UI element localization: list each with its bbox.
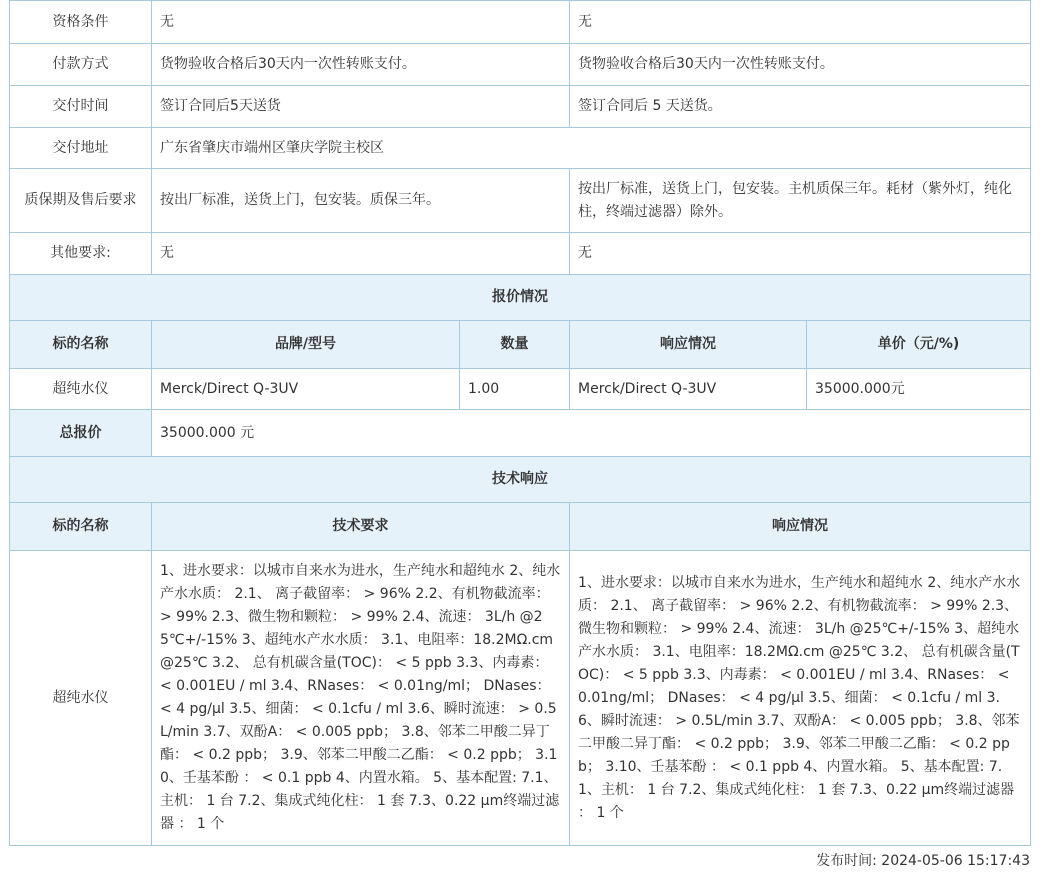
total-label: 总报价 xyxy=(10,410,152,457)
row-label: 交付时间 xyxy=(10,86,152,128)
total-row xyxy=(10,410,1031,457)
row-label: 交付地址 xyxy=(10,128,152,169)
tech-requirement-cell: 1、进水要求：以城市自来水为进水，生产纯水和超纯水 2、纯水产水水质： 2.1、 离子截留率： > 96% 2.2、有机物截流率： > 99% 2.3、微生物和颗粒： > 99% 2.4、流速： 3L/h @25℃+/-15% 3、超纯水产水水质： 3.1、电阻率：18.2MΩ.cm @25℃ 3.2、 总有机碳含量(TOC)： < 5 ppb 3.3、内毒素： < 0.001EU / ml 3.4、RNases： < 0.01ng/ml； DNases： < 4 pg/μl 3.5、细菌： < 0.1cfu / ml 3.6、瞬时流速： > 0.5L/min 3.7、双酚A： < 0.005 ppb； 3.8、邻苯二甲酸二异丁酯： < 0.2 ppb； 3.9、邻苯二甲酸二乙酯： < 0.2 ppb； 3.10、壬基苯酚 ： < 0.1 ppb 4、内置水箱。 5、基本配置: 7.1、主机： 1 台 7.2、集成式纯化柱： 1 套 7.3、0.22 μm终端过滤器 ： 1 个 xyxy=(152,551,570,846)
response-cell: 无 xyxy=(570,1,1031,44)
header-item-name: 标的名称 xyxy=(10,321,152,369)
item-name-cell: 超纯水仪 xyxy=(10,369,152,410)
tech-header-row xyxy=(10,503,1031,551)
total-value: 35000.000 元 xyxy=(152,410,1031,457)
publish-time: 发布时间: 2024-05-06 15:17:43 xyxy=(816,853,1030,869)
requirement-cell: 无 xyxy=(152,233,570,275)
quote-section-row xyxy=(10,275,1031,321)
quote-section-title: 报价情况 xyxy=(10,275,1031,321)
row-label: 付款方式 xyxy=(10,44,152,86)
requirement-cell: 货物验收合格后30天内一次性转账支付。 xyxy=(152,44,570,86)
requirement-cell: 无 xyxy=(152,1,570,44)
tech-section-title: 技术响应 xyxy=(10,457,1031,503)
info-row-warranty xyxy=(10,169,1031,233)
tech-section-row xyxy=(10,457,1031,503)
header-item-name: 标的名称 xyxy=(10,503,152,551)
info-row-other xyxy=(10,233,1031,275)
brand-model-cell: Merck/Direct Q-3UV xyxy=(152,369,460,410)
requirement-cell: 签订合同后5天送货 xyxy=(152,86,570,128)
header-unit-price: 单价（元/%) xyxy=(807,321,1031,369)
requirement-cell: 按出厂标准，送货上门，包安装。质保三年。 xyxy=(152,169,570,233)
response-cell: 货物验收合格后30天内一次性转账支付。 xyxy=(570,44,1031,86)
row-label: 其他要求: xyxy=(10,233,152,275)
header-response: 响应情况 xyxy=(570,321,807,369)
info-row-qualification xyxy=(10,1,1031,44)
header-tech-requirement: 技术要求 xyxy=(152,503,570,551)
item-name-cell: 超纯水仪 xyxy=(10,551,152,846)
info-row-delivery-time xyxy=(10,86,1031,128)
info-row-delivery-address xyxy=(10,128,1031,169)
quote-header-row xyxy=(10,321,1031,369)
quantity-cell: 1.00 xyxy=(460,369,570,410)
row-label: 资格条件 xyxy=(10,1,152,44)
response-cell: Merck/Direct Q-3UV xyxy=(570,369,807,410)
unit-price-cell: 35000.000元 xyxy=(807,369,1031,410)
info-row-payment xyxy=(10,44,1031,86)
quote-data-row xyxy=(10,369,1031,410)
header-brand-model: 品牌/型号 xyxy=(152,321,460,369)
header-quantity: 数量 xyxy=(460,321,570,369)
address-cell: 广东省肇庆市端州区肇庆学院主校区 xyxy=(152,128,1031,169)
row-label: 质保期及售后要求 xyxy=(10,169,152,233)
response-cell: 按出厂标准，送货上门，包安装。主机质保三年。耗材（紫外灯，纯化柱，终端过滤器）除外。 xyxy=(570,169,1031,233)
header-response: 响应情况 xyxy=(570,503,1031,551)
response-cell: 无 xyxy=(570,233,1031,275)
response-cell: 签订合同后 5 天送货。 xyxy=(570,86,1031,128)
tech-response-cell: 1、进水要求：以城市自来水为进水，生产纯水和超纯水 2、纯水产水水质： 2.1、 离子截留率： > 96% 2.2、有机物截流率： > 99% 2.3、微生物和颗粒： > 99% 2.4、流速： 3L/h @25℃+/-15% 3、超纯水产水水质： 3.1、电阻率：18.2MΩ.cm @25℃ 3.2、 总有机碳含量(TOC)： < 5 ppb 3.3、内毒素： < 0.001EU / ml 3.4、RNases： < 0.01ng/ml； DNases： < 4 pg/μl 3.5、细菌： < 0.1cfu / ml 3.6、瞬时流速： > 0.5L/min 3.7、双酚A： < 0.005 ppb； 3.8、邻苯二甲酸二异丁酯： < 0.2 ppb； 3.9、邻苯二甲酸二乙酯： < 0.2 ppb； 3.10、壬基苯酚 ： < 0.1 ppb 4、内置水箱。 5、基本配置: 7.1、主机： 1 台 7.2、集成式纯化柱： 1 套 7.3、0.22 μm终端过滤器 ： 1 个 xyxy=(570,551,1031,846)
tech-data-row xyxy=(10,551,1031,846)
procurement-table xyxy=(9,0,1031,846)
